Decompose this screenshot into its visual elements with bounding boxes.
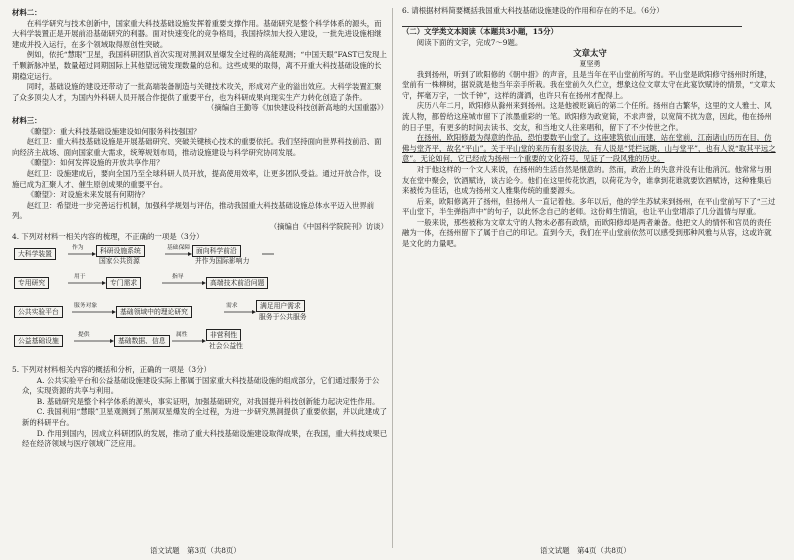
page-footer-right: 语文试题 第4页（共8页） <box>540 546 631 555</box>
option-c: C. 我国利用“慧眼”卫星观测到了黑洞双星爆发的全过程，为进一步研究黑洞提供了重要依据，并以此建成了新的科研平台。 <box>22 407 388 428</box>
material-2-heading: 材料二： <box>12 8 42 17</box>
flow-box: 公益基础设施 <box>14 335 63 347</box>
option-b: B. 基础研究是整个科学体系的源头，事实证明，加强基础研究，对我国提升科技创新能力起决定性作用。 <box>36 396 380 406</box>
flow-label: 提供 <box>78 332 90 339</box>
article-paragraph: 对于他这样的一个文人来说，在扬州的生活自然是惬意的。然而，政治上的失意并没有让他消沉。他常常与朋友在堂中聚会，饮酒赋诗，谈古论今。他们在这里传花饮酒，以荷花为令，谁拿到花谁就要饮酒赋诗，这种雅集后来被传为佳话，也成为扬州文人雅集传统的重要源头。 <box>402 164 772 196</box>
flow-box: 基础数据、信息 <box>114 335 170 347</box>
interview-line: 赵红卫：设施建成后，要向全国乃至全球科研人员开放，提高使用效率，让更多团队受益。通过开放合作，设施已成为汇聚人才、催生原创成果的重要平台。 <box>12 168 382 189</box>
flow-label: 服务对象 <box>74 303 98 310</box>
flow-box: 服务于公共服务 <box>259 313 307 322</box>
flow-box: 面向科学前沿 <box>192 245 241 257</box>
section-instruction: 阅读下面的文字，完成7～9题。 <box>416 37 523 47</box>
article-title: 文章太守 <box>573 48 607 59</box>
flow-label: 需求 <box>226 303 238 310</box>
article-paragraph: 后来，欧阳修离开了扬州，但扬州人一直记着他。多年以后，他的学生苏轼来到扬州，在平山堂前写下了“三过平山堂下，半生弹指声中”的句子，以此怀念自己的老师。这份师生情谊，也让平山堂增添了几分温情与厚重。 <box>402 196 776 217</box>
material-3-heading: 材料三： <box>12 115 42 125</box>
question-5: 5. 下列对材料相关内容的概括和分析，正确的一项是（3分） <box>12 365 211 375</box>
question-4-flow-diagram <box>12 245 388 363</box>
flow-box: 非营利性 <box>206 329 241 341</box>
page-divider <box>392 8 393 548</box>
material-2-paragraph: 同时，基础设施的建设还带动了一批高端装备制造与关键技术攻关，形成对产业的溢出效应。大科学装置汇聚了众多顶尖人才，为国内外科研人员开展合作提供了重要平台，也为科研成果向现实生产力转化创造了条件。 <box>12 82 382 102</box>
interview-line: 赵红卫：希望进一步完善运行机制，加强科学规划与评估，推动我国重大科技基础设施总体水平迈入世界前列。 <box>12 200 375 221</box>
flow-box: 并作为国际影响力 <box>195 257 250 266</box>
flow-box: 专用研究 <box>14 277 49 289</box>
flow-box: 国家公共资源 <box>99 257 140 266</box>
option-d: D. 作用到国内，因成立科研团队的发展，推动了重大科技基础设施建设取得成果，在我国，重大科技成果已经在经济领域与医疗领域广泛应用。 <box>22 428 388 449</box>
answer-line[interactable] <box>402 17 778 28</box>
section-heading: （二）文学类文本阅读（本题共3小题，15分） <box>402 27 558 37</box>
flow-box: 科研设施系统 <box>96 245 145 257</box>
flow-box: 高端技术前沿问题 <box>206 277 268 289</box>
flow-label: 属性 <box>176 332 188 339</box>
flow-label: 用于 <box>74 274 86 281</box>
interview-line: 《瞭望》：对设施未来发展有何期待？ <box>26 190 149 200</box>
flow-box: 社会公益性 <box>209 342 243 351</box>
article-paragraph: 我到扬州，听到了欧阳修的《朝中措》的声音，且是当年在平山堂前所写的。平山堂是欧阳修守扬州时所建，堂前有一株柳树，据说就是他当年亲手所栽。我在堂前久久伫立，想象这位文章太守在此宴饮赋诗的情景，“文章太守，挥毫万字，一饮千钟”，这样的潇洒，也许只有在扬州才配得上。 <box>402 69 776 100</box>
left-page <box>12 6 388 450</box>
flow-box: 基础领域中的理论研究 <box>116 306 192 318</box>
material-3-source: （摘编自《中国科学院院刊》访谈） <box>269 221 388 231</box>
option-a: A. 公共实验平台和公益基础设施建设实际上都属于国家重大科技基础设施的组成部分，它们通过服务于公众，实现资源的共享与利用。 <box>22 375 380 396</box>
flow-box: 满足用户需求 <box>256 300 305 312</box>
interview-line: 《瞭望》：如何发挥设施的开放共享作用？ <box>26 158 164 168</box>
right-page <box>402 6 778 250</box>
article-paragraph-underlined: 在扬州，欧阳修最为得意的作品，恐怕要数平山堂了。这座建筑依山而建，站在堂前，江南诸山历历在目，仿佛与堂齐平，故名“平山”。关于平山堂的来历有很多说法，有人说是“凭栏远眺，山与堂平”，也有人说“取其平远之意”。无论如何，它已经成为扬州一个重要的文化符号，见证了一段风雅的历史。 <box>402 133 776 164</box>
material-2-paragraph: 在科学研究与技术创新中，国家重大科技基础设施发挥着重要支撑作用。基础研究是整个科学体系的源头，而大科学装置正是开展前沿基础研究的利器。面对快速变化的竞争格局，我国持续加大投入建设，一批先进设施相继建成并投入运行，在多个领域取得原创性突破。 <box>12 18 382 49</box>
article-author: 夏坚勇 <box>579 59 601 68</box>
question-4: 4. 下列对材料一相关内容的梳理，不正确的一项是（3分） <box>12 232 204 242</box>
flow-box: 公共实验平台 <box>14 306 63 318</box>
page-footer-left: 语文试题 第3页（共8页） <box>150 546 241 555</box>
question-6: 6. 请根据材料简要概括我国重大科技基础设施建设的作用和存在的不足。（6分） <box>402 6 664 15</box>
material-2-source: （摘编自王勤等《加快建设科技创新高地的大国重器》） <box>206 103 388 113</box>
article-paragraph: 一般来说，那些被称为文章太守的人物未必都有政绩，而欧阳修却是两者兼备。他把文人的情怀和官员的责任融为一体，在扬州留下了属于自己的印记。直到今天，我们在平山堂前依然可以感受到那种风雅与从容，这或许就是文化的力量吧。 <box>402 217 772 249</box>
interview-line: 赵红卫：重大科技基础设施是开展基础研究、突破关键核心技术的重要依托。我们坚持面向世界科技前沿、面向经济主战场、面向国家重大需求，统筹规划布局，推动设施建设与科学研究协同发展。 <box>12 137 382 157</box>
flow-box: 大科学装置 <box>14 248 56 260</box>
flow-label: 指导 <box>172 274 184 281</box>
flow-box: 专门需求 <box>106 277 141 289</box>
flow-label: 基础保障 <box>167 245 191 252</box>
interview-line: 《瞭望》：重大科技基础设施建设如何服务科技强国？ <box>26 126 201 136</box>
article-paragraph: 庆历八年二月，欧阳修从滁州来到扬州。这是他被贬谪后的第二个任所。扬州自古繁华，这里的文人雅士、风流人物，都曾给这座城市留下了浓墨重彩的一笔。欧阳修为政宽简，不求声誉，以宽简不扰为意，因此，他在扬州的日子里，有更多的时间去读书、交友，和当地文人往来唱和，留下了不少传世之作。 <box>402 101 772 132</box>
material-2-paragraph: 例如，依托“慧眼”卫星，我国科研团队首次实现对黑洞双星爆发全过程的高能观测；“中国天眼”FAST已发现上千颗新脉冲星，数量超过同期国际上其他望远镜发现数量的总和。这些成果的取得，离不开重大科技基础设施的长期稳定运行。 <box>12 50 387 81</box>
flow-label: 作为 <box>72 245 84 252</box>
